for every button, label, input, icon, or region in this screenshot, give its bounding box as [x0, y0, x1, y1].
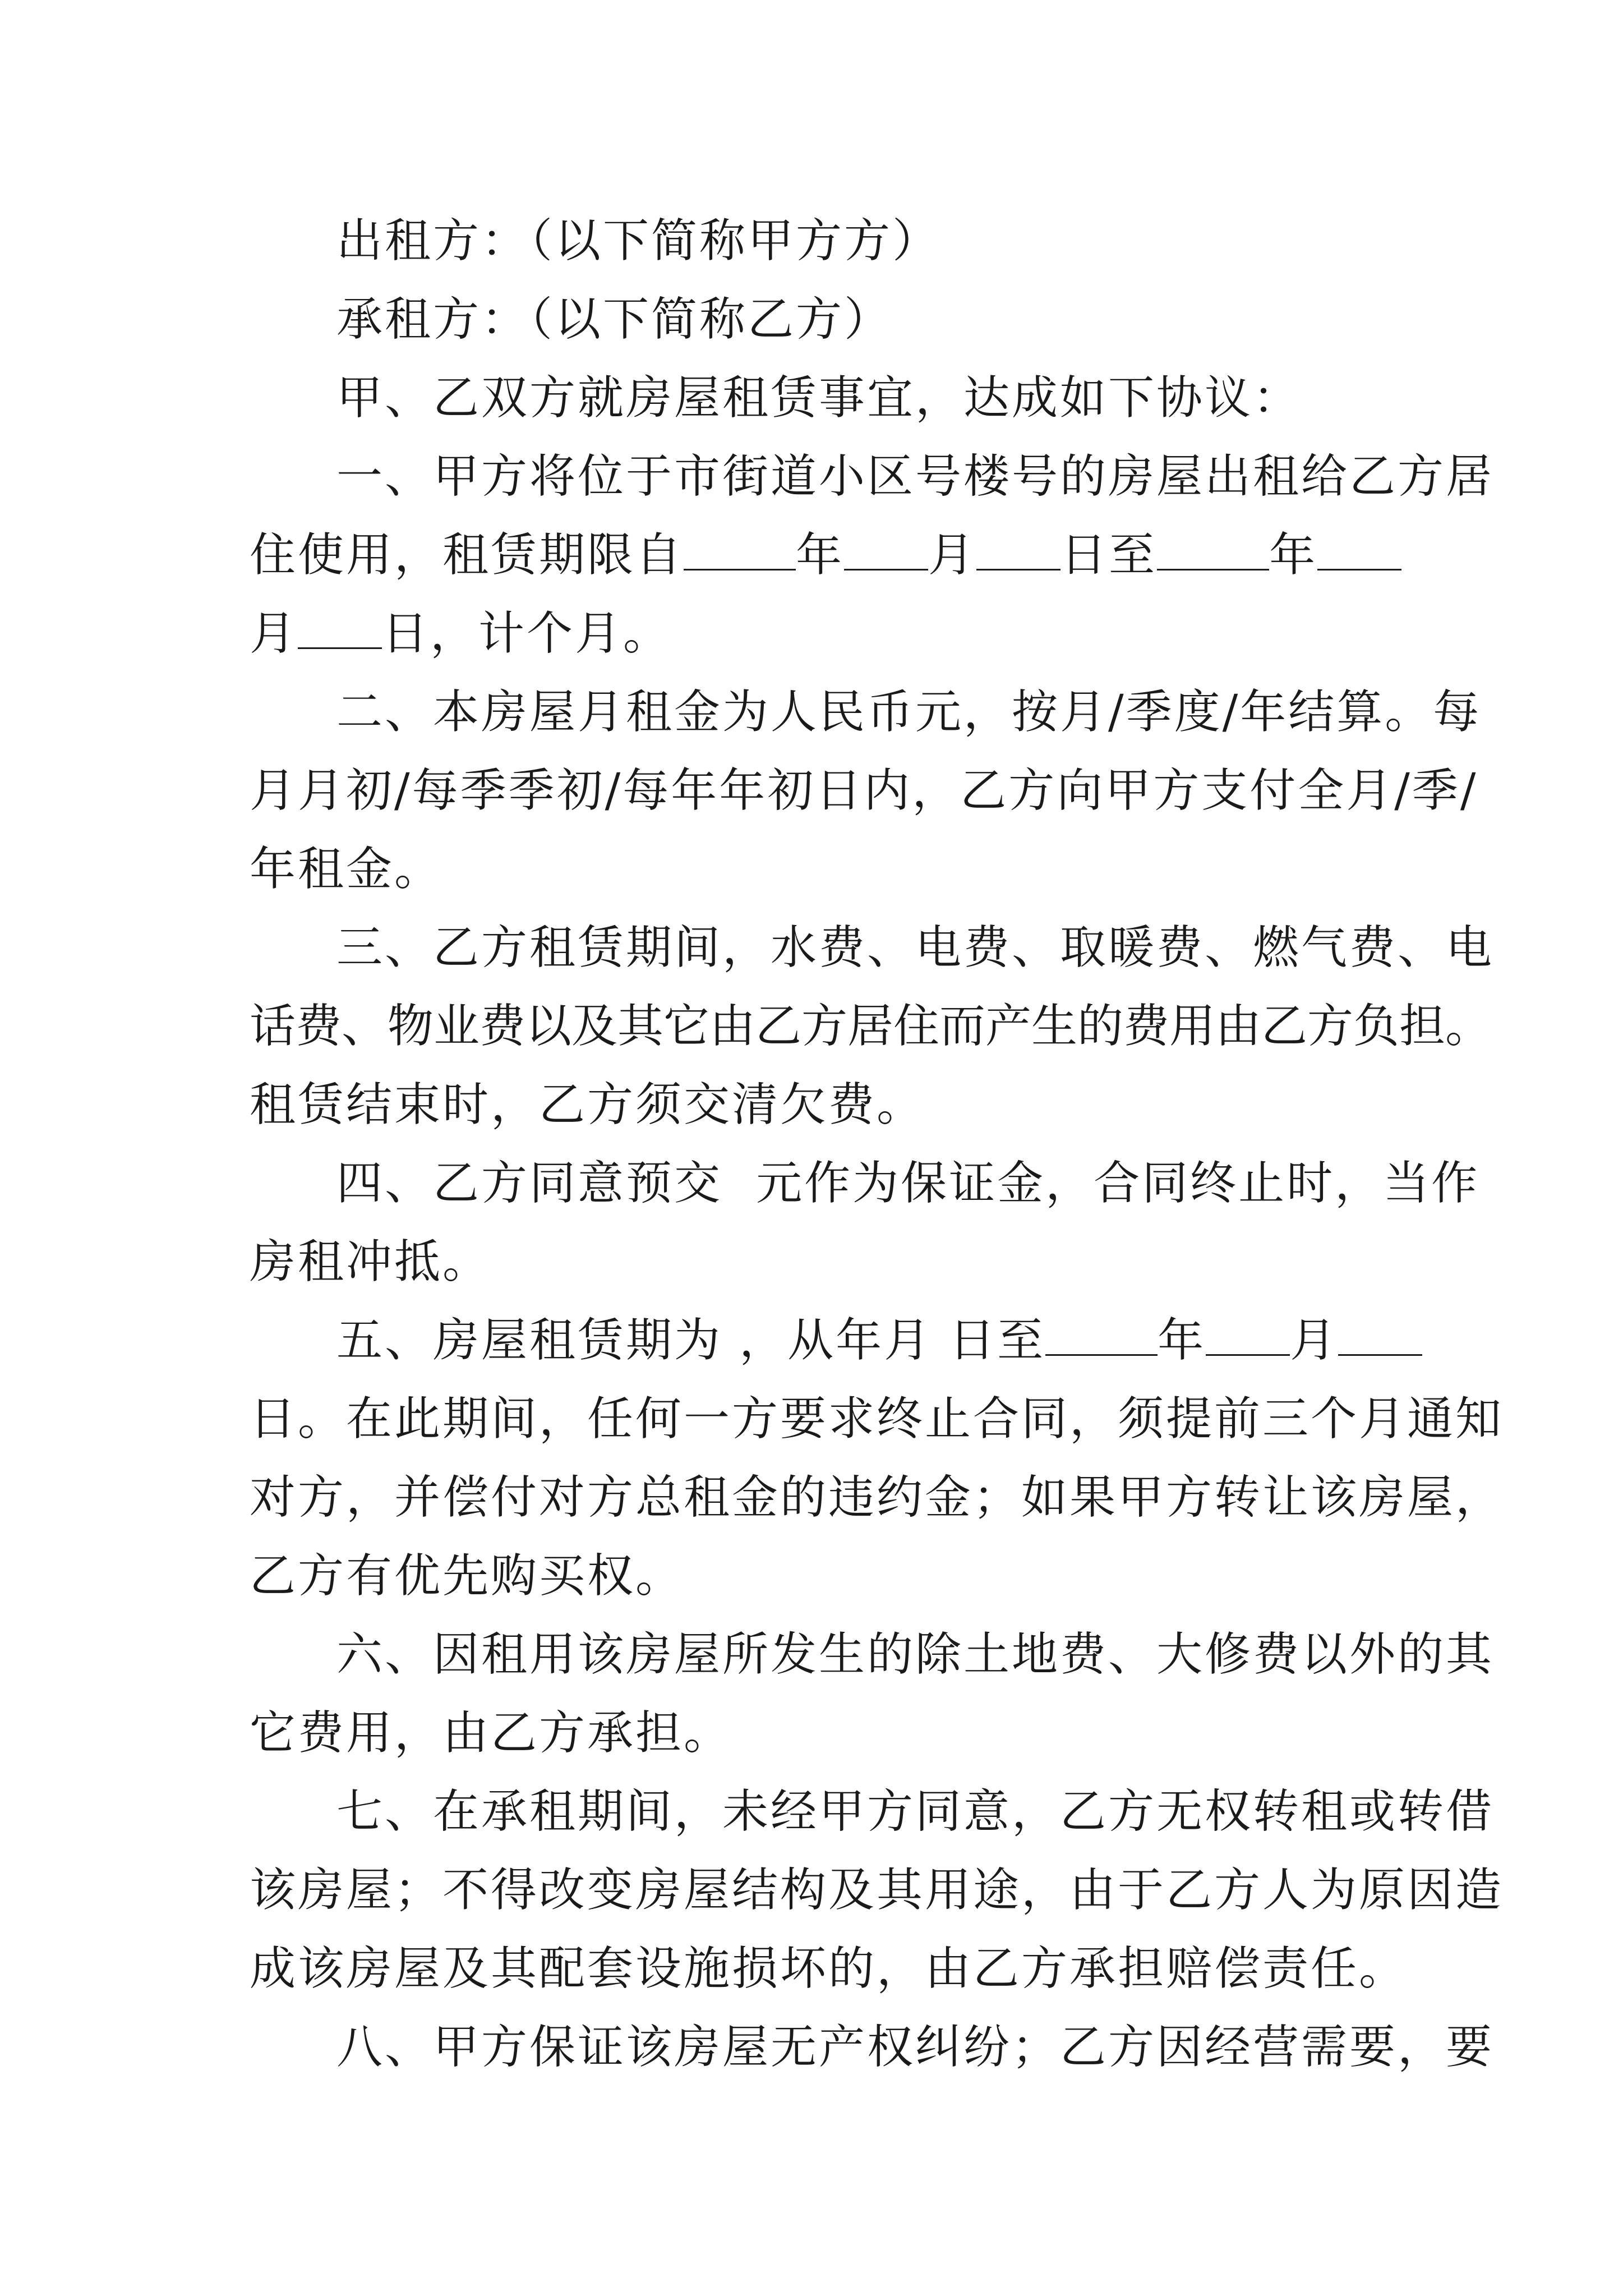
blank-field — [1157, 530, 1269, 570]
clause-7-line-1 — [0, 1773, 1623, 1851]
clause-5-line-2 — [0, 1380, 1623, 1458]
clause-6-line-1 — [0, 1616, 1623, 1694]
text-run: 日，计个月。 — [382, 607, 672, 660]
text-run: 月 — [1290, 1314, 1339, 1367]
clause-3-line-2 — [0, 987, 1623, 1066]
text-run: 月 — [928, 528, 977, 582]
blank-field — [1045, 1315, 1158, 1356]
text-run: 该房屋；不得改变房屋结构及其用途，由于乙方人为原因造 — [250, 1864, 1504, 1917]
text-run: 月 — [250, 607, 298, 660]
text-run: 乙方有优先购买权。 — [250, 1549, 684, 1603]
clause-5-line-1 — [0, 1301, 1623, 1380]
blank-field — [1206, 1315, 1290, 1356]
text-run: 话费、物业费以及其它由乙方居住而产生的费用由乙方负担。 — [250, 1000, 1492, 1053]
blank-field — [844, 530, 928, 570]
clause-3-line-1 — [0, 909, 1623, 987]
text-run: 二、本房屋月租金为人民币元，按月/季度/年结算。每 — [336, 685, 1482, 739]
text-run: 一、甲方将位于市街道小区号楼号的房屋出租给乙方居 — [336, 450, 1495, 503]
text-run: 成该房屋及其配套设施损坏的，由乙方承担赔偿责任。 — [250, 1942, 1408, 1995]
text-run: 年租金。 — [250, 843, 443, 896]
clause-7-line-2 — [0, 1851, 1623, 1930]
blank-field — [1338, 1315, 1422, 1356]
text-run: 年 — [796, 528, 845, 582]
clause-2-line-3 — [0, 830, 1623, 909]
text-run: 日。在此期间，任何一方要求终止合同，须提前三个月通知 — [250, 1392, 1504, 1446]
clause-8-line-1 — [0, 2008, 1623, 2087]
clause-3-line-3 — [0, 1066, 1623, 1144]
text-run: 住使用，租赁期限自 — [250, 528, 684, 582]
clause-6-line-2 — [0, 1694, 1623, 1773]
text-run: 六、因租用该房屋所发生的除土地费、大修费以外的其 — [336, 1628, 1495, 1681]
text-run: 年 — [1158, 1314, 1206, 1367]
text-run: 七、在承租期间，未经甲方同意，乙方无权转租或转借 — [336, 1785, 1495, 1838]
text-run: 承租方：（以下简称乙方） — [336, 293, 893, 346]
clause-4-line-1 — [0, 1144, 1623, 1223]
text-run: 对方，并偿付对方总租金的违约金；如果甲方转让该房屋， — [250, 1471, 1504, 1524]
text-run: 租赁结束时，乙方须交清欠费。 — [250, 1078, 925, 1131]
blank-field — [684, 530, 796, 570]
blank-field — [1317, 530, 1401, 570]
clause-5-line-3 — [0, 1458, 1623, 1537]
blank-field — [298, 608, 382, 649]
text-run: 日至 — [1061, 528, 1158, 582]
text-run: 八、甲方保证该房屋无产权纠纷；乙方因经营需要，要 — [336, 2021, 1495, 2074]
agreement-intro — [0, 359, 1623, 438]
text-run: 月月初/每季季初/每年年初日内，乙方向甲方支付全月/季/ — [250, 764, 1478, 817]
clause-2-line-1 — [0, 673, 1623, 752]
clause-1-line-1 — [0, 438, 1623, 516]
clause-5-line-4 — [0, 1537, 1623, 1616]
text-run: 它费用，由乙方承担。 — [250, 1706, 732, 1760]
text-run: 五、房屋租赁期为 ，从年月 日至 — [336, 1314, 1046, 1367]
blank-field — [976, 530, 1061, 570]
lessor-line — [0, 202, 1623, 280]
lessee-line — [0, 280, 1623, 359]
clause-2-line-2 — [0, 752, 1623, 830]
text-run: 年 — [1269, 528, 1318, 582]
clause-1-line-2 — [0, 516, 1623, 595]
clause-1-line-3 — [0, 595, 1623, 673]
text-run: 甲、乙双方就房屋租赁事宜，达成如下协议： — [336, 371, 1302, 425]
clause-4-line-2 — [0, 1223, 1623, 1301]
text-run: 出租方：（以下简称甲方方） — [336, 214, 941, 268]
text-run: 四、乙方同意预交 元作为保证金，合同终止时，当作 — [336, 1157, 1480, 1210]
text-run: 房租冲抵。 — [250, 1235, 491, 1289]
clause-7-line-3 — [0, 1930, 1623, 2008]
text-run: 三、乙方租赁期间，水费、电费、取暖费、燃气费、电 — [336, 921, 1495, 974]
